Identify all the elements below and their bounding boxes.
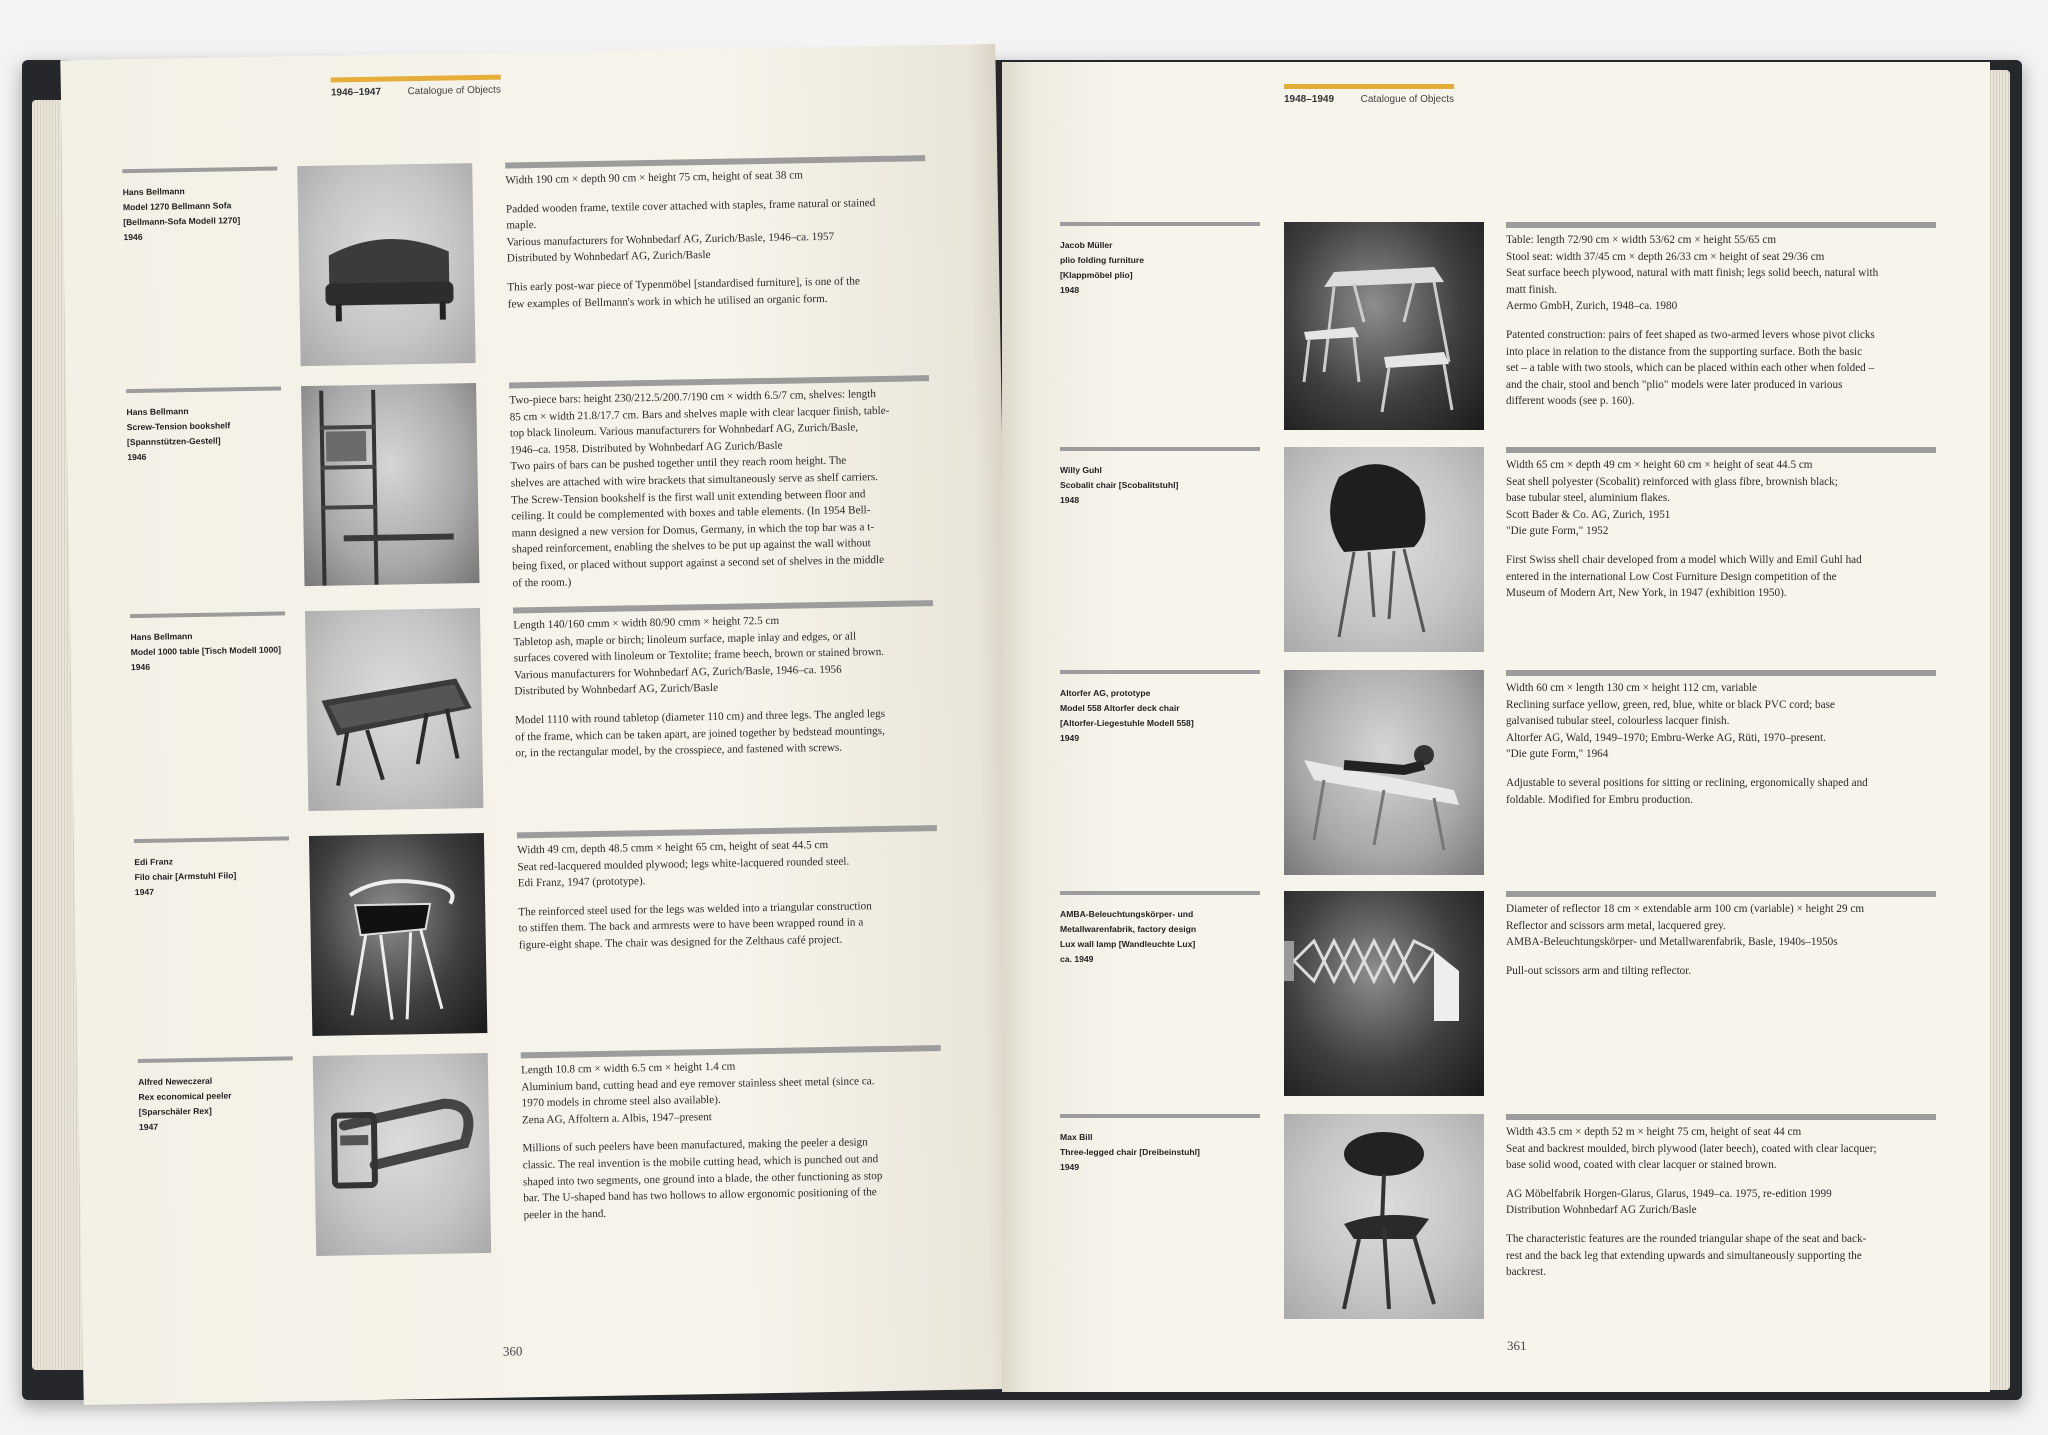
running-head-bar bbox=[1284, 84, 1454, 89]
text-line: rest and the back leg that extending upwards and simultaneously supporting the bbox=[1506, 1249, 1862, 1262]
text-line: few examples of Bellmann's work in which he utilised an organic form. bbox=[507, 292, 828, 311]
chair-photo bbox=[309, 833, 487, 1036]
entry-meta bbox=[1060, 222, 1260, 298]
text-line: set – a table with two stools, which can be placed within each other when folded – bbox=[1506, 362, 1875, 375]
specs-paragraph bbox=[1506, 901, 1936, 951]
entry-description bbox=[1506, 222, 1936, 422]
text-line: Reflector and scissors arm metal, lacquered grey. bbox=[1506, 919, 1726, 932]
page-number: 361 bbox=[1507, 1338, 1527, 1353]
object-name: Model 1000 table [Tisch Modell 1000] bbox=[130, 644, 282, 658]
text-line: or, in the rectangular model, by the crosspiece, and fastened with screws. bbox=[515, 741, 843, 760]
text-line: The Screw-Tension bookshelf is the first wall unit extending between floor and bbox=[510, 487, 866, 507]
object-name-german: [Klappmöbel plio] bbox=[1060, 270, 1133, 280]
text-line: AMBA-Beleuchtungskörper- und Metallwarenfabrik, Basle, 1940s–1950s bbox=[1506, 936, 1838, 949]
text-line: of the room.) bbox=[512, 575, 572, 589]
text-line: into place in relation to the distance from the supporting surface. Both the basic bbox=[1506, 345, 1863, 358]
designer-name: Hans Bellmann bbox=[122, 186, 185, 198]
text-line: Zena AG, Affoltern a. Albis, 1947–present bbox=[521, 1110, 712, 1127]
specs-paragraph bbox=[521, 1055, 942, 1129]
object-year: 1948 bbox=[1060, 285, 1080, 295]
text-line: peeler in the hand. bbox=[523, 1207, 607, 1222]
text-line: Width 65 cm × depth 49 cm × height 60 cm × height of seat 44.5 cm bbox=[1506, 459, 1813, 471]
left-page bbox=[60, 44, 1018, 1405]
text-line: Reclining surface yellow, green, red, blue, white or black PVC cord; base bbox=[1506, 698, 1835, 711]
text-line: Distributed by Wohnbedarf AG, Zurich/Basle bbox=[506, 249, 711, 265]
text-line: 85 cm × width 21.8/17.7 cm. Bars and shelves maple with clear lacquer finish, table- bbox=[509, 404, 890, 424]
text-line: Model 1110 with round tabletop (diameter 110 cm) and three legs. The angled legs bbox=[514, 707, 886, 727]
three-legged-chair-photo bbox=[1284, 1114, 1484, 1319]
entry-description bbox=[517, 825, 939, 966]
description-paragraph bbox=[1506, 963, 1936, 980]
text-line: Scott Bader & Co. AG, Zurich, 1951 bbox=[1506, 508, 1671, 521]
specs-paragraph bbox=[1506, 457, 1936, 540]
table-photo bbox=[305, 608, 483, 811]
specs-paragraph bbox=[513, 610, 934, 700]
text-line: maple. bbox=[506, 219, 537, 232]
text-line: The reinforced steel used for the legs was welded into a triangular construction bbox=[518, 900, 872, 919]
text-line: Diameter of reflector 18 cm × extendable arm 100 cm (variable) × height 29 cm bbox=[1506, 903, 1865, 915]
entry-meta bbox=[1060, 447, 1260, 508]
text-line: to stiffen them. The back and armrests were to have been wrapped round in a bbox=[518, 916, 864, 935]
description-paragraph bbox=[1506, 775, 1936, 808]
object-year: 1947 bbox=[138, 1121, 159, 1133]
object-name: plio folding furniture bbox=[1060, 255, 1145, 265]
text-line: Length 140/160 cmm × width 80/90 cmm × height 72.5 cm bbox=[513, 614, 780, 632]
text-line: Distribution Wohnbedarf AG Zurich/Basle bbox=[1506, 1204, 1697, 1217]
description-paragraph bbox=[518, 897, 939, 954]
text-line: Adjustable to several positions for sitting or reclining, ergonomically shaped and bbox=[1506, 776, 1868, 789]
folding-table-photo bbox=[1284, 222, 1484, 430]
description-paragraph bbox=[1506, 1231, 1936, 1281]
object-name: Model 558 Altorfer deck chair bbox=[1060, 703, 1180, 713]
text-line: Altorfer AG, Wald, 1949–1970; Embru-Werke AG, Rüti, 1970–present. bbox=[1506, 731, 1826, 744]
text-line: Tabletop ash, maple or birch; linoleum surface, maple inlay and edges, or all bbox=[513, 630, 857, 649]
description-paragraph bbox=[515, 705, 936, 762]
running-head-years: 1948–1949 bbox=[1284, 94, 1335, 105]
text-line: different woods (see p. 160). bbox=[1506, 395, 1635, 408]
text-line: 1946–ca. 1958. Distributed by Wohnbedarf AG Zurich/Basle bbox=[510, 439, 783, 457]
text-line: Pull-out scissors arm and tilting reflector. bbox=[1506, 964, 1692, 977]
description-paragraph bbox=[1506, 1186, 1936, 1219]
object-name-german: [Spannstützen-Gestell] bbox=[126, 435, 221, 448]
text-line: Edi Franz, 1947 (prototype). bbox=[517, 875, 646, 890]
text-line: matt finish. bbox=[1506, 283, 1557, 296]
text-line: classic. The real invention is the mobile cutting head, which is punched out and bbox=[522, 1153, 879, 1172]
text-line: galvanised tubular steel, colourless lacquer finish. bbox=[1506, 715, 1730, 728]
object-name-german: [Bellmann-Sofa Modell 1270] bbox=[123, 215, 241, 228]
text-line: Stool seat: width 37/45 cm × depth 26/33 cm × height of seat 29/36 cm bbox=[1506, 250, 1825, 263]
entry-description bbox=[509, 375, 933, 603]
specs-paragraph bbox=[1506, 1124, 1936, 1174]
designer-name: Willy Guhl bbox=[1060, 465, 1102, 475]
text-line: mann designed a new version for Domus, Germany, in which the top bar was a t- bbox=[511, 520, 875, 540]
shell-chair-photo bbox=[1284, 447, 1484, 652]
text-line: base solid wood, coated with clear lacquer or stained brown. bbox=[1506, 1159, 1777, 1172]
description-paragraph bbox=[507, 272, 928, 313]
designer-name: Edi Franz bbox=[134, 856, 174, 868]
object-name: Filo chair [Armstuhl Filo] bbox=[134, 870, 237, 883]
text-line: Width 49 cm, depth 48.5 cmm × height 65 cm, height of seat 44.5 cm bbox=[517, 838, 829, 857]
object-name: Metallwarenfabrik, factory design bbox=[1060, 924, 1197, 934]
text-line: of the frame, which can be taken apart, are joined together by bedstead mountings, bbox=[515, 724, 885, 743]
text-line: Distributed by Wohnbedarf AG, Zurich/Basle bbox=[514, 682, 719, 698]
text-line: being fixed, or placed without support against a second set of shelves in the middle bbox=[512, 553, 885, 573]
object-year: 1948 bbox=[1060, 495, 1080, 505]
description-paragraph bbox=[1506, 552, 1936, 602]
page-number: 360 bbox=[502, 1343, 523, 1359]
entry-meta bbox=[138, 1056, 294, 1135]
right-page bbox=[1002, 62, 1990, 1392]
text-line: Seat shell polyester (Scobalit) reinforced with glass fibre, brownish black; bbox=[1506, 475, 1838, 488]
designer-name: Jacob Müller bbox=[1060, 240, 1113, 250]
description-paragraph bbox=[506, 194, 927, 268]
text-line: and the chair, stool and bench "plio" models were later produced in various bbox=[1506, 378, 1843, 391]
entry-description bbox=[505, 155, 928, 324]
text-line: Aluminium band, cutting head and eye remover stainless sheet metal (since ca. bbox=[521, 1074, 875, 1093]
designer-name: Alfred Neweczeral bbox=[138, 1075, 213, 1088]
entry-meta bbox=[1060, 1114, 1260, 1175]
entry-description bbox=[1506, 1114, 1936, 1293]
text-line: Various manufacturers for Wohnbedarf AG, Zurich/Basle, 1946–ca. 1957 bbox=[506, 230, 835, 249]
text-line: surfaces covered with linoleum or Textolite; frame beech, brown or stained brown. bbox=[513, 646, 885, 665]
peeler-photo bbox=[313, 1053, 491, 1256]
text-line: shaped reinforcement, enabling the shelves to be put up against the wall without bbox=[511, 537, 871, 556]
text-line: First Swiss shell chair developed from a model which Willy and Emil Guhl had bbox=[1506, 553, 1862, 566]
text-line: "Die gute Form," 1964 bbox=[1506, 748, 1609, 761]
wall-lamp-photo bbox=[1284, 891, 1484, 1096]
object-name: Rex economical peeler bbox=[138, 1090, 232, 1103]
entry-meta bbox=[122, 166, 278, 245]
entry-meta bbox=[126, 386, 282, 465]
running-head bbox=[1284, 84, 1454, 108]
text-line: AG Möbelfabrik Horgen-Glarus, Glarus, 1949–ca. 1975, re-edition 1999 bbox=[1506, 1187, 1832, 1200]
designer-name: Hans Bellmann bbox=[126, 406, 189, 418]
text-line: Two-piece bars: height 230/212.5/200.7/190 cm × width 6.5/7 cm, shelves: length bbox=[509, 388, 876, 407]
specs-paragraph bbox=[1506, 232, 1936, 315]
text-line: Width 60 cm × length 130 cm × height 112 cm, variable bbox=[1506, 682, 1757, 694]
designer-name: Altorfer AG, prototype bbox=[1060, 688, 1151, 698]
specs-paragraph bbox=[509, 385, 932, 591]
text-line: entered in the international Low Cost Furniture Design competition of the bbox=[1506, 570, 1837, 583]
entry-meta bbox=[130, 611, 286, 675]
running-head-years: 1946–1947 bbox=[330, 86, 382, 99]
description-paragraph bbox=[522, 1133, 943, 1223]
designer-name: AMBA-Beleuchtungskörper- und bbox=[1060, 909, 1194, 919]
running-head-bar bbox=[331, 75, 501, 83]
object-name: Screw-Tension bookshelf bbox=[126, 420, 231, 433]
object-year: 1946 bbox=[127, 451, 147, 463]
specs-paragraph bbox=[517, 835, 938, 892]
object-year: 1949 bbox=[1060, 733, 1080, 743]
specs-paragraph bbox=[505, 165, 925, 189]
specs-paragraph bbox=[1506, 680, 1936, 763]
running-head-section: Catalogue of Objects bbox=[1360, 94, 1454, 105]
text-line: Museum of Modern Art, New York, in 1947 (exhibition 1950). bbox=[1506, 587, 1787, 600]
entry-description bbox=[521, 1045, 944, 1236]
entry-description bbox=[513, 600, 936, 774]
object-year: ca. 1949 bbox=[1060, 954, 1094, 964]
text-line: foldable. Modified for Embru production. bbox=[1506, 793, 1694, 806]
running-head bbox=[331, 75, 501, 102]
text-line: shelves are attached with wire brackets that simultaneously serve as shelf carriers. bbox=[510, 471, 879, 490]
designer-name: Hans Bellmann bbox=[130, 631, 193, 643]
text-line: ceiling. It could be complemented with boxes and table elements. (In 1954 Bell- bbox=[511, 504, 871, 523]
text-line: Padded wooden frame, textile cover attached with staples, frame natural or stained bbox=[505, 196, 876, 216]
object-name-german: Lux wall lamp [Wandleuchte Lux] bbox=[1060, 939, 1196, 949]
text-line: Various manufacturers for Wohnbedarf AG, Zurich/Basle, 1946–ca. 1956 bbox=[514, 663, 842, 682]
text-line: Two pairs of bars can be pushed together until they reach room height. The bbox=[510, 454, 847, 473]
text-line: Seat red-lacquered moulded plywood; legs white-lacquered rounded steel. bbox=[517, 855, 850, 873]
object-name: Scobalit chair [Scobalitstuhl] bbox=[1060, 480, 1179, 490]
sofa-photo bbox=[297, 163, 475, 366]
text-line: Patented construction: pairs of feet shaped as two-armed levers whose pivot clicks bbox=[1506, 328, 1875, 341]
text-line: Width 43.5 cm × depth 52 m × height 75 cm, height of seat 44 cm bbox=[1506, 1126, 1802, 1138]
text-line: Length 10.8 cm × width 6.5 cm × height 1.4 cm bbox=[520, 1060, 736, 1077]
deck-chair-photo bbox=[1284, 670, 1484, 875]
object-year: 1946 bbox=[130, 661, 151, 673]
text-line: shaped into two segments, one ground into a blade, the other functioning as stop bbox=[522, 1169, 883, 1188]
object-name: Model 1270 Bellmann Sofa bbox=[122, 200, 232, 213]
text-line: Aermo GmbH, Zurich, 1948–ca. 1980 bbox=[1506, 300, 1678, 313]
text-line: top black linoleum. Various manufacturers for Wohnbedarf AG, Zurich/Basle, bbox=[509, 421, 859, 440]
text-line: This early post-war piece of Typenmöbel [standardised furniture], is one of the bbox=[507, 275, 860, 294]
entry-description bbox=[1506, 447, 1936, 614]
text-line: Seat and backrest moulded, birch plywood (later beech), coated with clear lacquer; bbox=[1506, 1142, 1877, 1155]
object-name-german: [Sparschäler Rex] bbox=[138, 1105, 212, 1118]
text-line: "Die gute Form," 1952 bbox=[1506, 525, 1609, 538]
text-line: figure-eight shape. The chair was designed for the Zelthaus café project. bbox=[518, 933, 843, 952]
text-line: Width 190 cm × depth 90 cm × height 75 cm, height of seat 38 cm bbox=[505, 169, 803, 187]
entry-description bbox=[1506, 891, 1936, 991]
text-line: Millions of such peelers have been manufactured, making the peeler a design bbox=[522, 1136, 868, 1155]
entry-meta bbox=[134, 836, 290, 900]
entry-description bbox=[1506, 670, 1936, 820]
text-line: bar. The U-shaped band has two hollows to allow ergonomic positioning of the bbox=[523, 1186, 877, 1205]
object-year: 1949 bbox=[1060, 1162, 1080, 1172]
designer-name: Max Bill bbox=[1060, 1132, 1093, 1142]
object-year: 1947 bbox=[134, 886, 155, 898]
running-head-section: Catalogue of Objects bbox=[407, 84, 502, 98]
object-name-german: [Altorfer-Liegestuhle Modell 558] bbox=[1060, 718, 1194, 728]
description-paragraph bbox=[1506, 327, 1936, 410]
text-line: Table: length 72/90 cm × width 53/62 cm × height 55/65 cm bbox=[1506, 234, 1777, 246]
object-year: 1946 bbox=[123, 231, 143, 243]
text-line: Seat surface beech plywood, natural with matt finish; legs solid beech, natural with bbox=[1506, 267, 1879, 280]
entry-meta bbox=[1060, 670, 1260, 746]
object-name: Three-legged chair [Dreibeinstuhl] bbox=[1060, 1147, 1200, 1157]
text-line: 1970 models in chrome steel also available). bbox=[521, 1094, 721, 1110]
text-line: base tubular steel, aluminium flakes. bbox=[1506, 492, 1671, 505]
bookshelf-photo bbox=[301, 383, 479, 586]
text-line: backrest. bbox=[1506, 1266, 1547, 1279]
text-line: The characteristic features are the rounded triangular shape of the seat and back- bbox=[1506, 1232, 1867, 1245]
entry-meta bbox=[1060, 891, 1260, 967]
